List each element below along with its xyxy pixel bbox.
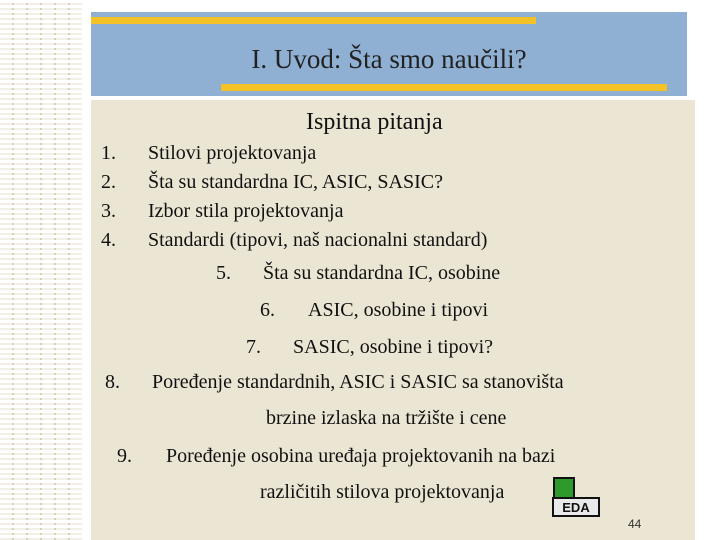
accent-bar-top bbox=[91, 17, 536, 24]
item-number: 1. bbox=[101, 142, 116, 164]
item-number: 8. bbox=[105, 371, 120, 393]
item-text-continued: brzine izlaska na tržište i cene bbox=[266, 407, 507, 429]
item-text: Šta su standardna IC, ASIC, SASIC? bbox=[148, 171, 443, 193]
item-text-continued: različitih stilova projektovanja bbox=[260, 481, 505, 503]
item-number: 5. bbox=[216, 262, 231, 284]
eda-logo-text: EDA bbox=[562, 500, 590, 515]
item-number: 9. bbox=[117, 445, 132, 467]
slide-title: I. Uvod: Šta smo naučili? bbox=[251, 44, 527, 74]
item-text: Šta su standardna IC, osobine bbox=[263, 262, 501, 284]
item-number: 7. bbox=[246, 336, 261, 358]
item-number: 4. bbox=[101, 229, 116, 251]
item-text: Standardi (tipovi, naš nacionalni standard) bbox=[148, 229, 488, 251]
accent-bar-bottom bbox=[221, 84, 667, 91]
item-number: 3. bbox=[101, 200, 116, 222]
item-text: SASIC, osobine i tipovi? bbox=[293, 336, 494, 358]
item-text: Poređenje osobina uređaja projektovanih na bazi bbox=[166, 445, 556, 467]
decorative-hatch-strip bbox=[0, 0, 82, 540]
item-text: ASIC, osobine i tipovi bbox=[308, 299, 489, 321]
eda-logo bbox=[552, 476, 600, 518]
item-text: Stilovi projektovanja bbox=[148, 142, 317, 164]
item-number: 6. bbox=[260, 299, 275, 321]
item-text: Izbor stila projektovanja bbox=[148, 200, 344, 222]
item-number: 2. bbox=[101, 171, 116, 193]
page-number: 44 bbox=[628, 517, 642, 531]
section-heading: Ispitna pitanja bbox=[306, 109, 443, 135]
item-text: Poređenje standardnih, ASIC i SASIC sa stanovišta bbox=[152, 371, 564, 393]
